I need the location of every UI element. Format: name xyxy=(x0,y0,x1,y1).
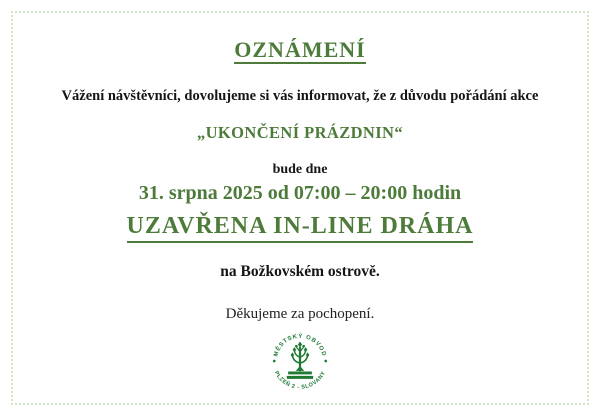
municipal-seal xyxy=(13,328,587,394)
notice-document xyxy=(13,13,587,403)
notice-title xyxy=(13,38,587,64)
notice-title-text: OZNÁMENÍ xyxy=(234,38,365,64)
seal-top-text: MĚSTSKÝ OBVOD xyxy=(273,333,327,358)
notice-intro: Vážení návštěvníci, dovolujeme si vás informovat, že z důvodu pořádání akce xyxy=(61,88,539,105)
seal-upper-bar xyxy=(288,372,312,375)
seal-left-bullet-icon xyxy=(273,360,276,363)
thanks-text: Děkujeme za pochopení. xyxy=(225,306,375,322)
linden-tree-icon xyxy=(287,342,313,379)
seal-right-bullet-icon xyxy=(324,360,327,363)
seal-lower-bar xyxy=(287,376,313,379)
municipal-seal-svg xyxy=(267,328,333,394)
closure-headline xyxy=(13,213,587,244)
event-name: „UKONČENÍ PRÁZDNIN“ xyxy=(196,123,404,143)
date-label: bude dne xyxy=(272,162,328,178)
location-text: na Božkovském ostrově. xyxy=(220,263,380,281)
seal-bottom-text: PLZEŇ 2 - SLOVANY xyxy=(272,370,328,391)
date-value: 31. srpna 2025 od 07:00 – 20:00 hodin xyxy=(138,181,462,204)
closure-headline-text: UZAVŘENA IN-LINE DRÁHA xyxy=(127,213,474,244)
